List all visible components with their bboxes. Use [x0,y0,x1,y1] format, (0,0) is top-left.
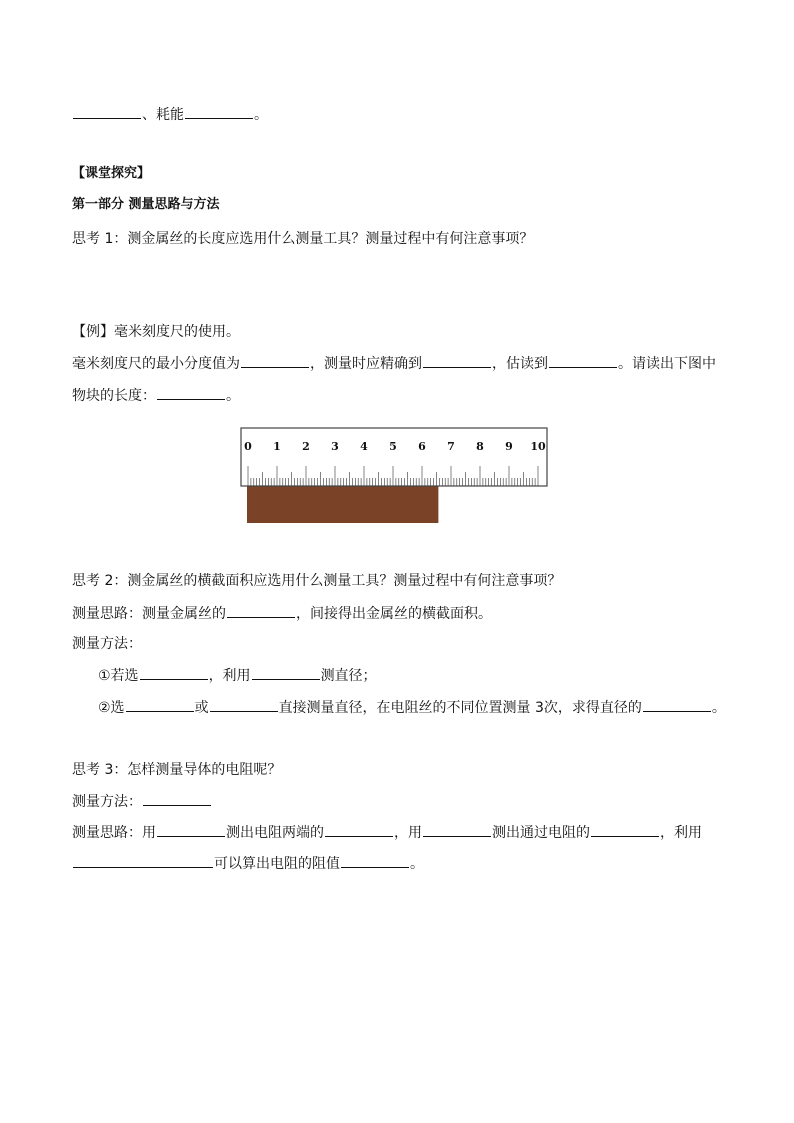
example-heading: 【例】毫米刻度尺的使用。 [72,324,240,340]
think3-method: 测量方法： [72,791,212,812]
section-heading: 【课堂探究】 [72,166,151,181]
answer-blank[interactable] [325,822,393,837]
wood-block [247,485,438,523]
fill-line-energy: 、耗能 。 [72,104,268,125]
ruler-label: 1 [273,440,281,453]
think2-idea: 测量思路：测量金属丝的 ，间接得出金属丝的横截面积。 [72,603,492,624]
think1-question: 思考 1：测金属丝的长度应选用什么测量工具？测量过程中有何注意事项？ [72,231,534,247]
answer-blank[interactable] [227,603,295,618]
answer-blank[interactable] [185,104,253,119]
answer-blank[interactable] [643,697,711,712]
answer-blank[interactable] [549,353,617,368]
think3-question: 思考 3：怎样测量导体的电阻呢？ [72,762,282,778]
answer-blank[interactable] [591,822,659,837]
ruler-figure [240,425,552,525]
ruler-label: 3 [331,440,339,453]
answer-blank[interactable] [73,104,141,119]
answer-blank[interactable] [143,791,211,806]
think3-idea-line2: 可以算出电阻的阻值 。 [72,853,424,874]
answer-blank[interactable] [423,822,491,837]
answer-blank[interactable] [241,353,309,368]
answer-blank[interactable] [341,853,409,868]
part-heading: 第一部分 测量思路与方法 [72,197,220,212]
ruler-label: 10 [530,440,546,453]
ruler-label: 5 [389,440,397,453]
think2-question: 思考 2：测金属丝的横截面积应选用什么测量工具？测量过程中有何注意事项？ [72,573,562,589]
ruler-label: 7 [447,440,455,453]
answer-blank[interactable] [157,385,225,400]
ruler-label: 8 [476,440,484,453]
answer-blank[interactable] [140,665,208,680]
ruler-body [241,428,547,486]
think2-method-label: 测量方法： [72,636,142,652]
ruler-label: 2 [302,440,310,453]
answer-blank[interactable] [126,697,194,712]
think3-idea-line1: 测量思路：用 测出电阻两端的 ，用 测出通过电阻的 ，利用 [72,822,702,843]
example-question-line1: 毫米刻度尺的最小分度值为 ，测量时应精确到 ，估读到 。请读出下图中 [72,353,716,374]
ruler-label: 4 [360,440,368,453]
ruler-label: 0 [244,440,252,453]
ruler-label: 6 [418,440,426,453]
example-question-line2: 物块的长度： 。 [72,385,240,406]
answer-blank[interactable] [210,697,278,712]
method-option-1: ①若选 ，利用 测直径； [98,665,377,686]
method-option-2: ②选 或 直接测量直径，在电阻丝的不同位置测量 3次，求得直径的 。 [98,697,726,718]
answer-blank[interactable] [73,853,213,868]
ruler-label: 9 [505,440,513,453]
answer-blank[interactable] [423,353,491,368]
answer-blank[interactable] [157,822,225,837]
answer-blank[interactable] [252,665,320,680]
